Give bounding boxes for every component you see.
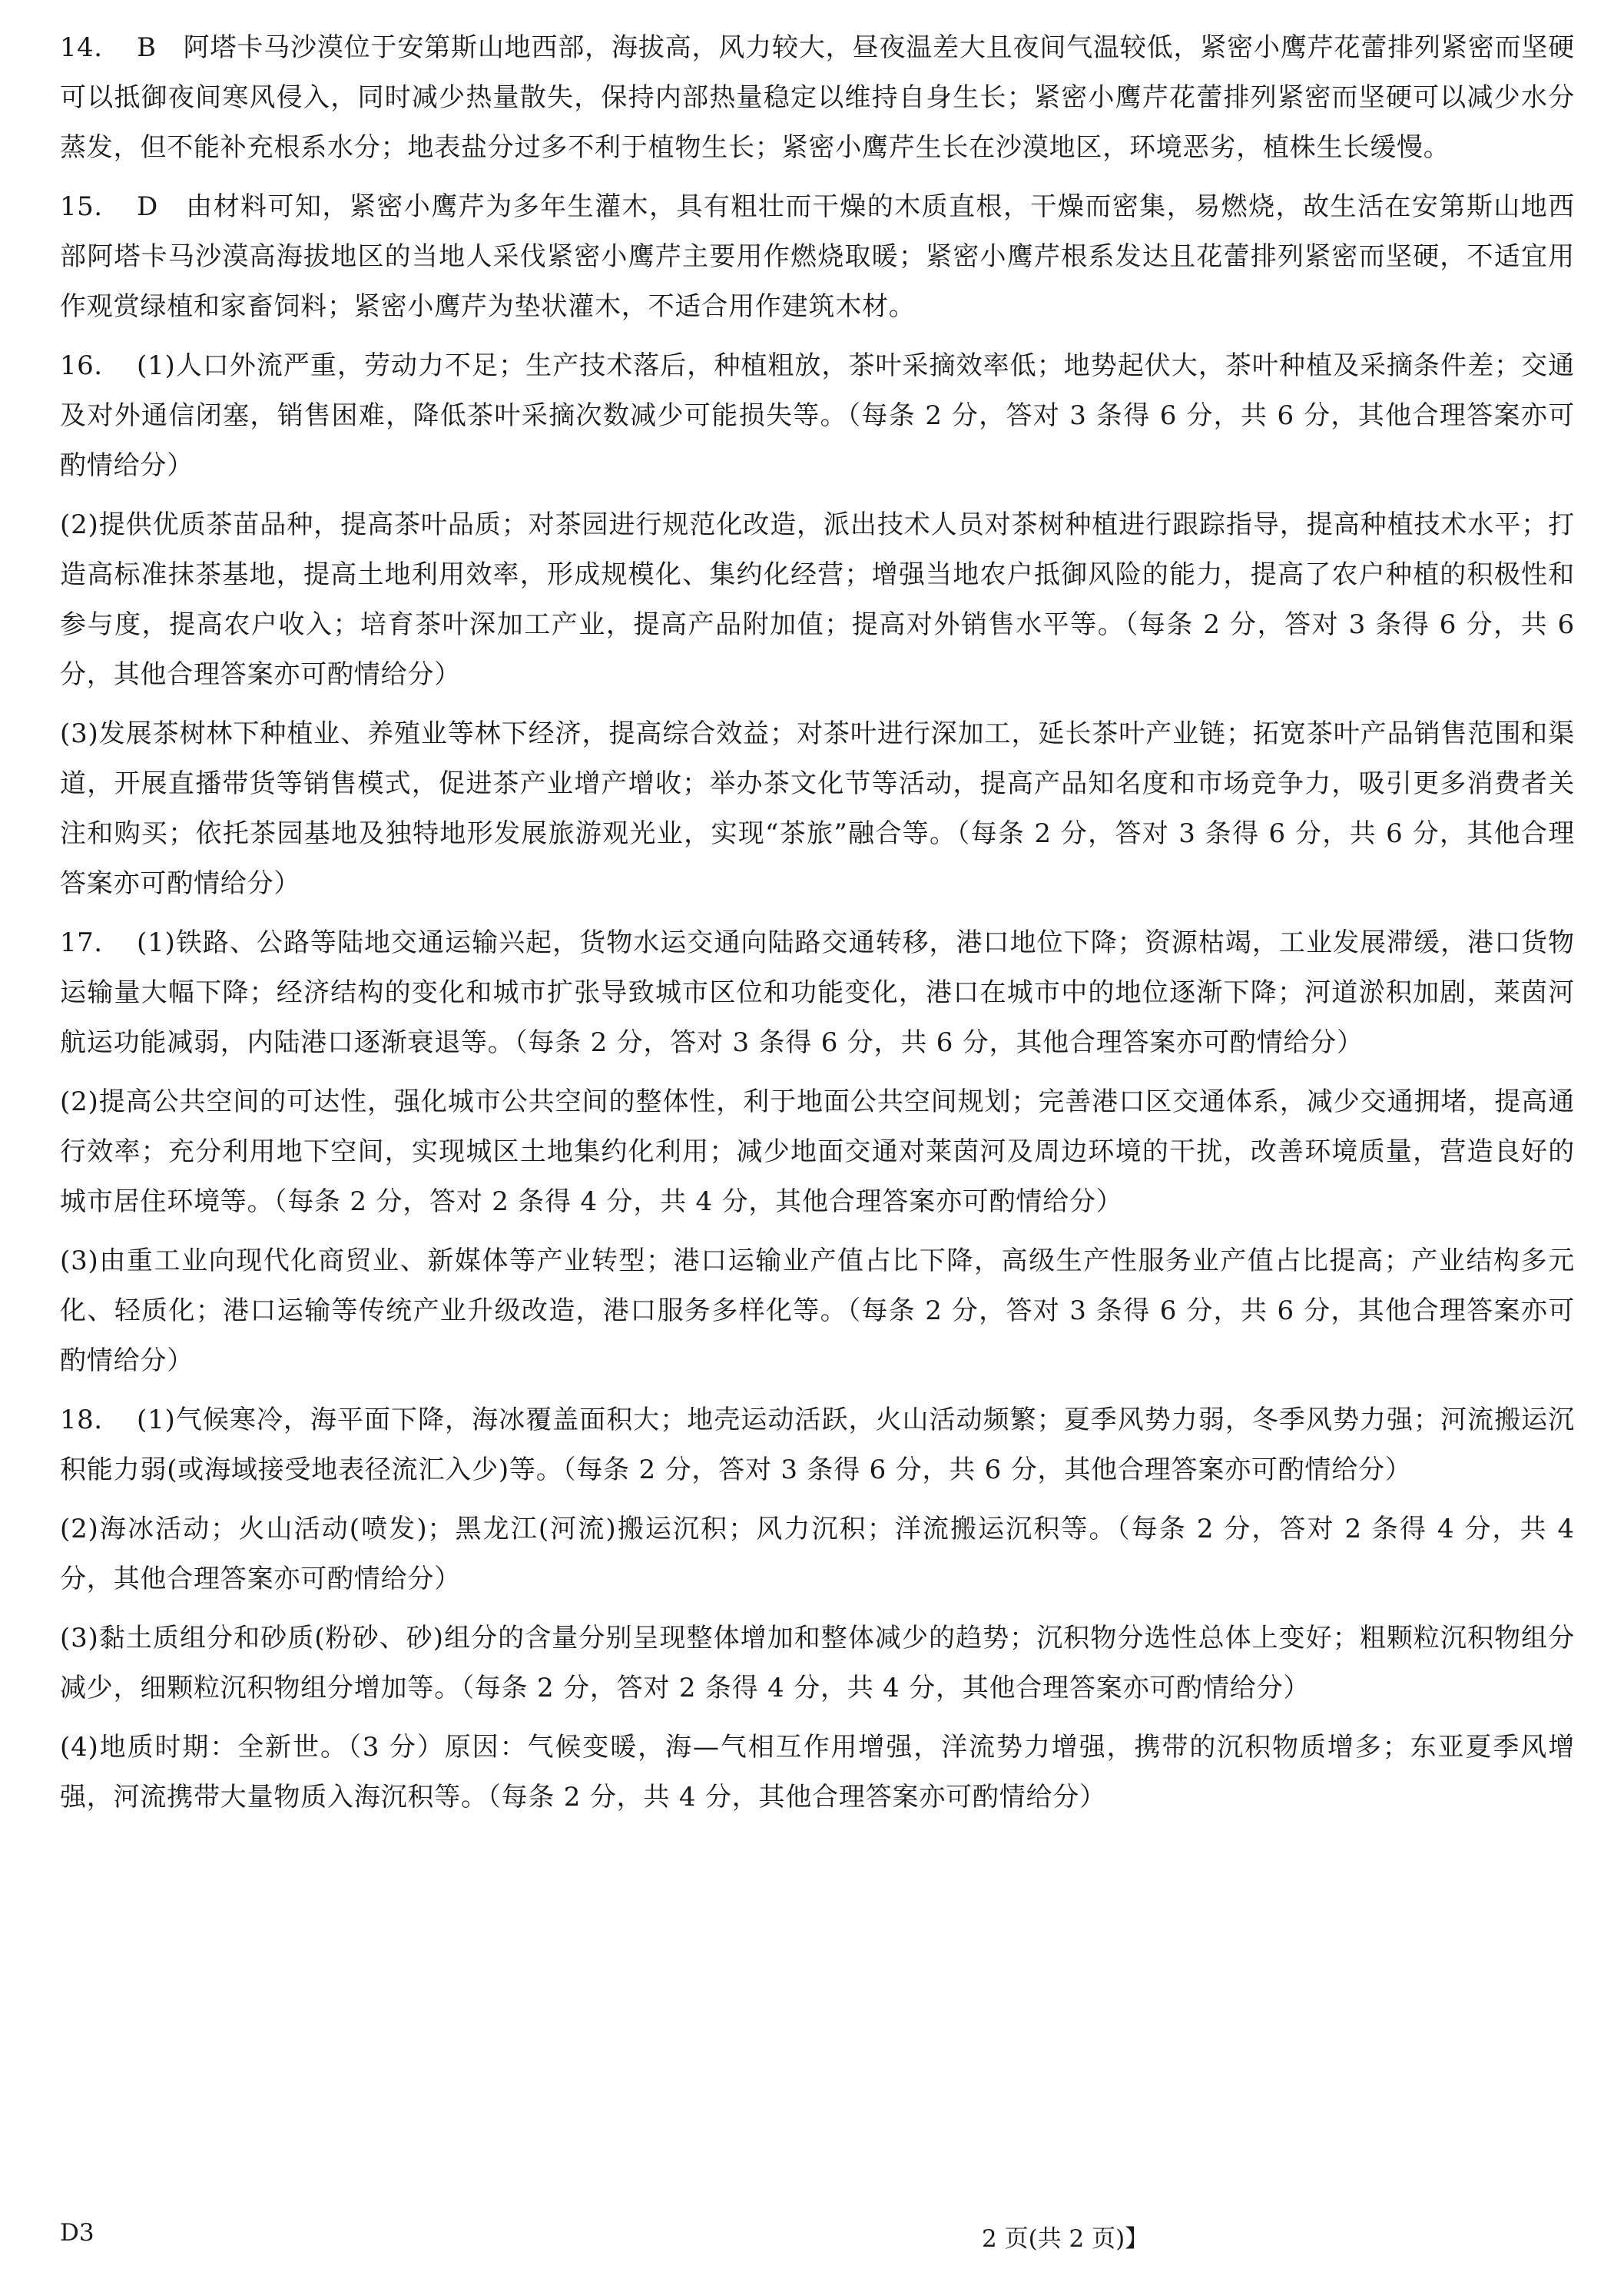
page-footer bbox=[0, 2219, 1624, 2257]
item-number: 17. bbox=[60, 927, 103, 958]
answer-content bbox=[60, 23, 1575, 1832]
answer-subparagraph-2: (2)提供优质茶苗品种，提高茶叶品质；对茶园进行规范化改造，派出技术人员对茶树种植进行跟踪指导，提高种植技术水平；打造高标准抹茶基地，提高土地利用效率，形成规模化、集约化经营；增强当地农户抵御风险的能力，提高了农户种植的积极性和参与度，提高农户收入；培育茶叶深加工产业，提高产品附加值；提高对外销售水平等。（每条 2 分，答对 3 条得 6 分，共 6 分，其他合理答案亦可酌情给分） bbox=[60, 509, 1575, 690]
item-number: 18. bbox=[60, 1405, 103, 1435]
answer-item-15 bbox=[60, 182, 1575, 332]
footer-code: D3 bbox=[60, 2219, 94, 2247]
answer-subparagraph-3: (3)黏土质组分和砂质(粉砂、砂)组分的含量分别呈现整体增加和整体减少的趋势；沉积物分选性总体上变好；粗颗粒沉积物组分减少，细颗粒沉积物组分增加等。（每条 2 分，答对 2 条得 4 分，共 4 分，其他合理答案亦可酌情给分） bbox=[60, 1623, 1575, 1703]
item-number: 15. bbox=[60, 191, 103, 222]
answer-subparagraph-3: (3)发展茶树林下种植业、养殖业等林下经济，提高综合效益；对茶叶进行深加工，延长茶叶产业链；拓宽茶叶产品销售范围和渠道，开展直播带货等销售模式，促进茶产业增产增收；举办茶文化节等活动，提高产品知名度和市场竞争力，吸引更多消费者关注和购买；依托茶园基地及独特地形发展旅游观光业，实现“茶旅”融合等。（每条 2 分，答对 3 条得 6 分，共 6 分，其他合理答案亦可酌情给分） bbox=[60, 718, 1575, 899]
answer-subparagraph-2: (2)海冰活动；火山活动(喷发)；黑龙江(河流)搬运沉积；风力沉积；洋流搬运沉积等。（每条 2 分，答对 2 条得 4 分，共 4 分，其他合理答案亦可酌情给分） bbox=[60, 1514, 1575, 1594]
answer-subparagraph-3: (3)由重工业向现代化商贸业、新媒体等产业转型；港口运输业产值占比下降，高级生产性服务业产值占比提高；产业结构多元化、轻质化；港口运输等传统产业升级改造，港口服务多样化等。（每条 2 分，答对 3 条得 6 分，共 6 分，其他合理答案亦可酌情给分） bbox=[60, 1245, 1575, 1376]
answer-item-14 bbox=[60, 23, 1575, 173]
answer-subparagraph-2: (2)提高公共空间的可达性，强化城市公共空间的整体性，利于地面公共空间规划；完善港口区交通体系，减少交通拥堵，提高通行效率；充分利用地下空间，实现城区土地集约化利用；减少地面交通对莱茵河及周边环境的干扰，改善环境质量，营造良好的城市居住环境等。（每条 2 分，答对 2 条得 4 分，共 4 分，其他合理答案亦可酌情给分） bbox=[60, 1086, 1575, 1217]
answer-item-17 bbox=[60, 918, 1575, 1386]
item-number: 16. bbox=[60, 350, 103, 381]
answer-item-16 bbox=[60, 341, 1575, 909]
answer-subparagraph-4: (4)地质时期：全新世。（3 分）原因：气候变暖，海—气相互作用增强，洋流势力增强，携带的沉积物质增多；东亚夏季风增强，河流携带大量物质入海沉积等。（每条 2 分，共 4 分，其他合理答案亦可酌情给分） bbox=[60, 1732, 1575, 1813]
answer-subparagraph-1: (1)气候寒冷，海平面下降，海冰覆盖面积大；地壳运动活跃，火山活动频繁；夏季风势力弱，冬季风势力强；河流搬运沉积能力弱(或海域接受地表径流汇入少)等。（每条 2 分，答对 3 条得 6 分，共 6 分，其他合理答案亦可酌情给分） bbox=[60, 1405, 1575, 1485]
answer-subparagraph-1: (1)铁路、公路等陆地交通运输兴起，货物水运交通向陆路交通转移，港口地位下降；资源枯竭，工业发展滞缓，港口货物运输量大幅下降；经济结构的变化和城市扩张导致城市区位和功能变化，港口在城市中的地位逐渐下降；河道淤积加剧，莱茵河航运功能减弱，内陆港口逐渐衰退等。（每条 2 分，答对 3 条得 6 分，共 6 分，其他合理答案亦可酌情给分） bbox=[60, 927, 1575, 1058]
answer-paragraph: D 由材料可知，紧密小鹰芹为多年生灌木，具有粗壮而干燥的木质直根，干燥而密集，易燃烧，故生活在安第斯山地西部阿塔卡马沙漠高海拔地区的当地人采伐紧密小鹰芹主要用作燃烧取暖；紧密小鹰芹根系发达且花蕾排列紧密而坚硬，不适宜用作观赏绿植和家畜饲料；紧密小鹰芹为垫状灌木，不适合用作建筑木材。 bbox=[60, 191, 1575, 322]
answer-paragraph: B 阿塔卡马沙漠位于安第斯山地西部，海拔高，风力较大，昼夜温差大且夜间气温较低，紧密小鹰芹花蕾排列紧密而坚硬可以抵御夜间寒风侵入，同时减少热量散失，保持内部热量稳定以维持自身生长；紧密小鹰芹花蕾排列紧密而坚硬可以减少水分蒸发，但不能补充根系水分；地表盐分过多不利于植物生长；紧密小鹰芹生长在沙漠地区，环境恶劣，植株生长缓慢。 bbox=[60, 32, 1575, 163]
footer-page-number: 2 页(共 2 页)】 bbox=[982, 2225, 1149, 2253]
answer-item-18 bbox=[60, 1395, 1575, 1823]
answer-subparagraph-1: (1)人口外流严重，劳动力不足；生产技术落后，种植粗放，茶叶采摘效率低；地势起伏大，茶叶种植及采摘条件差；交通及对外通信闭塞，销售困难，降低茶叶采摘次数减少可能损失等。（每条 2 分，答对 3 条得 6 分，共 6 分，其他合理答案亦可酌情给分） bbox=[60, 350, 1575, 481]
item-number: 14. bbox=[60, 32, 103, 63]
